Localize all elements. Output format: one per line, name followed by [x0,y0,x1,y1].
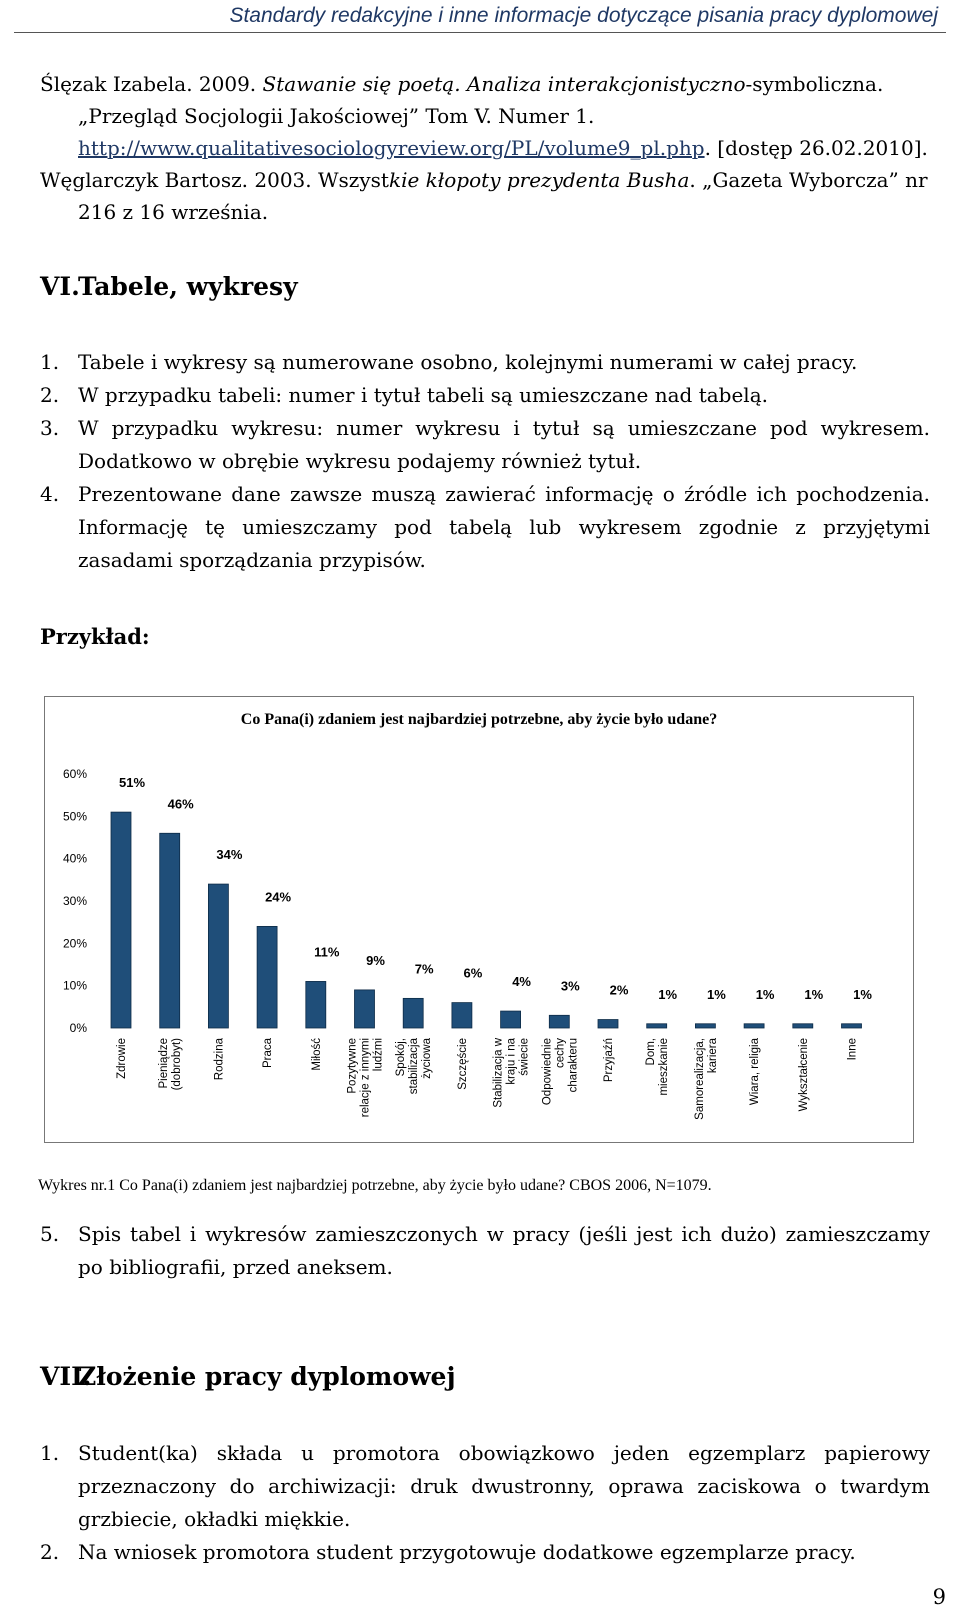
references [40,68,930,228]
section-heading-vii [40,1362,456,1391]
category-label-line: Stabilizacja w [492,1038,505,1108]
category-label-line: Przyjaźń [603,1038,615,1083]
data-label: 24% [265,889,292,905]
ref-access: . [dostęp 26.02.2010]. [704,136,928,160]
section-title: Tabele, wykresy [78,272,298,301]
bar [355,990,375,1028]
list-item [40,1218,930,1284]
chart [44,696,914,1143]
ref-link[interactable]: http://www.qualitativesociologyreview.org/PL/volume9_pl.php [78,136,705,160]
ref-source: . „Gazeta Wyborcza” nr 216 z 16 września. [78,168,928,224]
category-label [311,1038,323,1071]
category-label-line: Rodzina [213,1038,226,1081]
item-number: 4. [40,482,60,506]
data-label: 1% [755,986,775,1002]
item-number: 3. [40,416,60,440]
ref-author: Węglarczyk Bartosz. 2003. [40,168,318,192]
category-label [493,1037,531,1107]
category-label-line: charakteru [567,1038,580,1093]
data-label: 3% [560,978,580,994]
y-tick-label: 40% [62,851,87,866]
category-label-line: (dobrobyt) [171,1038,184,1091]
bar [208,884,228,1028]
category-label [847,1038,859,1060]
category-label-line: Pieniądze [158,1038,171,1089]
bar [842,1024,862,1028]
item-text: Prezentowane dane zawsze muszą zawierać informację o źródle ich pochodzenia. Informację tę umieszczamy pod tabelą lub wykresem zgodnie z przyjętymi zasadami sporządzania przypisów. [78,482,930,572]
category-label-line: ludźmi [372,1038,385,1072]
category-label-line: Spokój, [395,1038,408,1077]
category-label [158,1038,183,1091]
list-item [40,379,930,412]
category-label-line: Zdrowie [116,1038,128,1079]
item-number: 2. [40,1540,60,1564]
bar [744,1024,764,1028]
data-label: 1% [658,986,678,1002]
y-tick-label: 50% [62,809,87,824]
list-item [40,1437,930,1536]
item-number: 5. [40,1222,60,1246]
data-label: 11% [314,944,340,960]
item-text: W przypadku wykresu: numer wykresu i tytuł są umieszczane pod wykresem. Dodatkowo w obrębie wykresu podajemy również tytuł. [78,416,930,473]
ref-source: -symboliczna. „Przegląd Socjologii Jakościowej” Tom V. Numer 1. [78,72,884,128]
data-label: 34% [216,847,243,863]
category-label-line: świecie [518,1038,531,1076]
category-label [798,1038,810,1111]
category-label-line: Dom, [645,1038,658,1066]
category-label-line: stabilizacja [408,1038,421,1095]
category-label [213,1037,225,1080]
chart-title: Co Pana(i) zdaniem jest najbardziej potrzebne, aby życie było udane? [240,711,718,728]
section-number: VII. [40,1362,92,1391]
rules7-list [40,1437,930,1569]
ref-title: kie kłopoty prezydenta Busha [388,168,690,192]
category-label [603,1038,615,1082]
ref-author: Ślęzak Izabela. 2009. [40,72,263,96]
category-label-line: relacje z innymi [359,1038,372,1118]
ref-title: Stawanie się poetą. Analiza interakcjonistyczno [262,72,746,96]
example-label: Przykład: [40,624,150,649]
data-label: 1% [804,986,824,1002]
rules-list [40,346,930,577]
category-label [457,1038,469,1090]
item-text: Na wniosek promotora student przygotowuje dodatkowe egzemplarze pracy. [78,1540,856,1564]
category-label-line: Wiara, religia [749,1038,762,1106]
bar [501,1011,521,1028]
category-label-line: Samorealizacja, [693,1038,706,1120]
bar [160,833,180,1028]
category-label-line: mieszkanie [658,1038,671,1096]
category-label-line: Odpowiednie [541,1038,554,1106]
category-label [116,1038,128,1079]
category-label [395,1037,433,1094]
data-label: 1% [853,986,872,1002]
bar [403,998,423,1028]
category-label-line: życiowa [421,1038,434,1079]
reference-weglarczyk [40,164,930,228]
category-label [645,1038,670,1096]
rules-list-continued [40,1218,930,1284]
category-label [262,1037,274,1068]
data-label: 6% [463,965,483,981]
category-label-line: Pozytywne [346,1038,359,1094]
bar [452,1003,472,1028]
bar [647,1024,667,1028]
section-number: VI. [40,272,80,301]
header-rule [14,32,946,33]
header-title: Standardy redakcyjne i inne informacje dotyczące pisania pracy dyplomowej [229,4,938,27]
item-number: 2. [40,383,60,407]
y-tick-label: 20% [62,936,87,951]
page-header [0,0,960,34]
bar-chart-svg [45,697,913,1142]
item-text: Tabele i wykresy są numerowane osobno, kolejnymi numerami w całej pracy. [78,350,858,374]
data-label: 4% [512,974,531,990]
data-label: 7% [414,961,434,977]
item-text: Spis tabel i wykresów zamieszczonych w pracy (jeśli jest ich dużo) zamieszczamy po bibliografii, przed aneksem. [78,1222,930,1279]
page-number: 9 [932,1585,946,1609]
bar [257,926,277,1028]
y-tick-label: 30% [62,894,87,908]
list-item [40,412,930,478]
data-label: 51% [118,775,146,791]
category-label-line: Praca [262,1038,275,1069]
category-label [694,1037,719,1119]
category-label [749,1037,761,1105]
list-item [40,346,930,379]
figure-caption: Wykres nr.1 Co Pana(i) zdaniem jest najbardziej potrzebne, aby życie było udane? CBOS 2006, N=1079. [38,1177,712,1194]
section-title: Złożenie pracy dyplomowej [78,1362,456,1391]
bar [793,1024,813,1028]
data-label: 2% [609,982,629,998]
bar [695,1024,715,1028]
data-label: 1% [707,986,726,1002]
ref-title-part: Wszyst [317,168,389,192]
category-label-line: Wykształcenie [797,1038,810,1112]
bar [306,981,326,1028]
item-text: W przypadku tabeli: numer i tytuł tabeli są umieszczane nad tabelą. [78,383,768,407]
item-number: 1. [40,1441,60,1465]
y-tick-label: 0% [69,1021,87,1035]
category-label-line: kraju i na [505,1038,518,1085]
section-heading-vi [40,272,298,301]
list-item [40,1536,930,1569]
category-label-line: Inne [846,1038,859,1061]
data-label: 46% [167,796,194,812]
item-number: 1. [40,350,60,374]
y-tick-label: 10% [62,978,87,993]
category-label-line: kariera [706,1038,719,1074]
y-tick-label: 60% [62,767,87,781]
category-label-line: Miłość [310,1038,323,1071]
item-text: Student(ka) składa u promotora obowiązkowo jeden egzemplarz papierowy przeznaczony do archiwizacji: druk dwustronny, oprawa zaciskowa o twardym grzbiecie, okładki miękkie. [78,1441,930,1531]
data-label: 9% [366,952,385,968]
category-label [541,1038,579,1105]
bar [549,1015,569,1028]
bar [111,812,131,1028]
category-label [347,1038,385,1117]
category-label-line: Szczęście [456,1038,469,1090]
category-label-line: cechy [554,1038,567,1069]
list-item [40,478,930,577]
reference-slezak [40,68,930,164]
bar [598,1020,618,1028]
